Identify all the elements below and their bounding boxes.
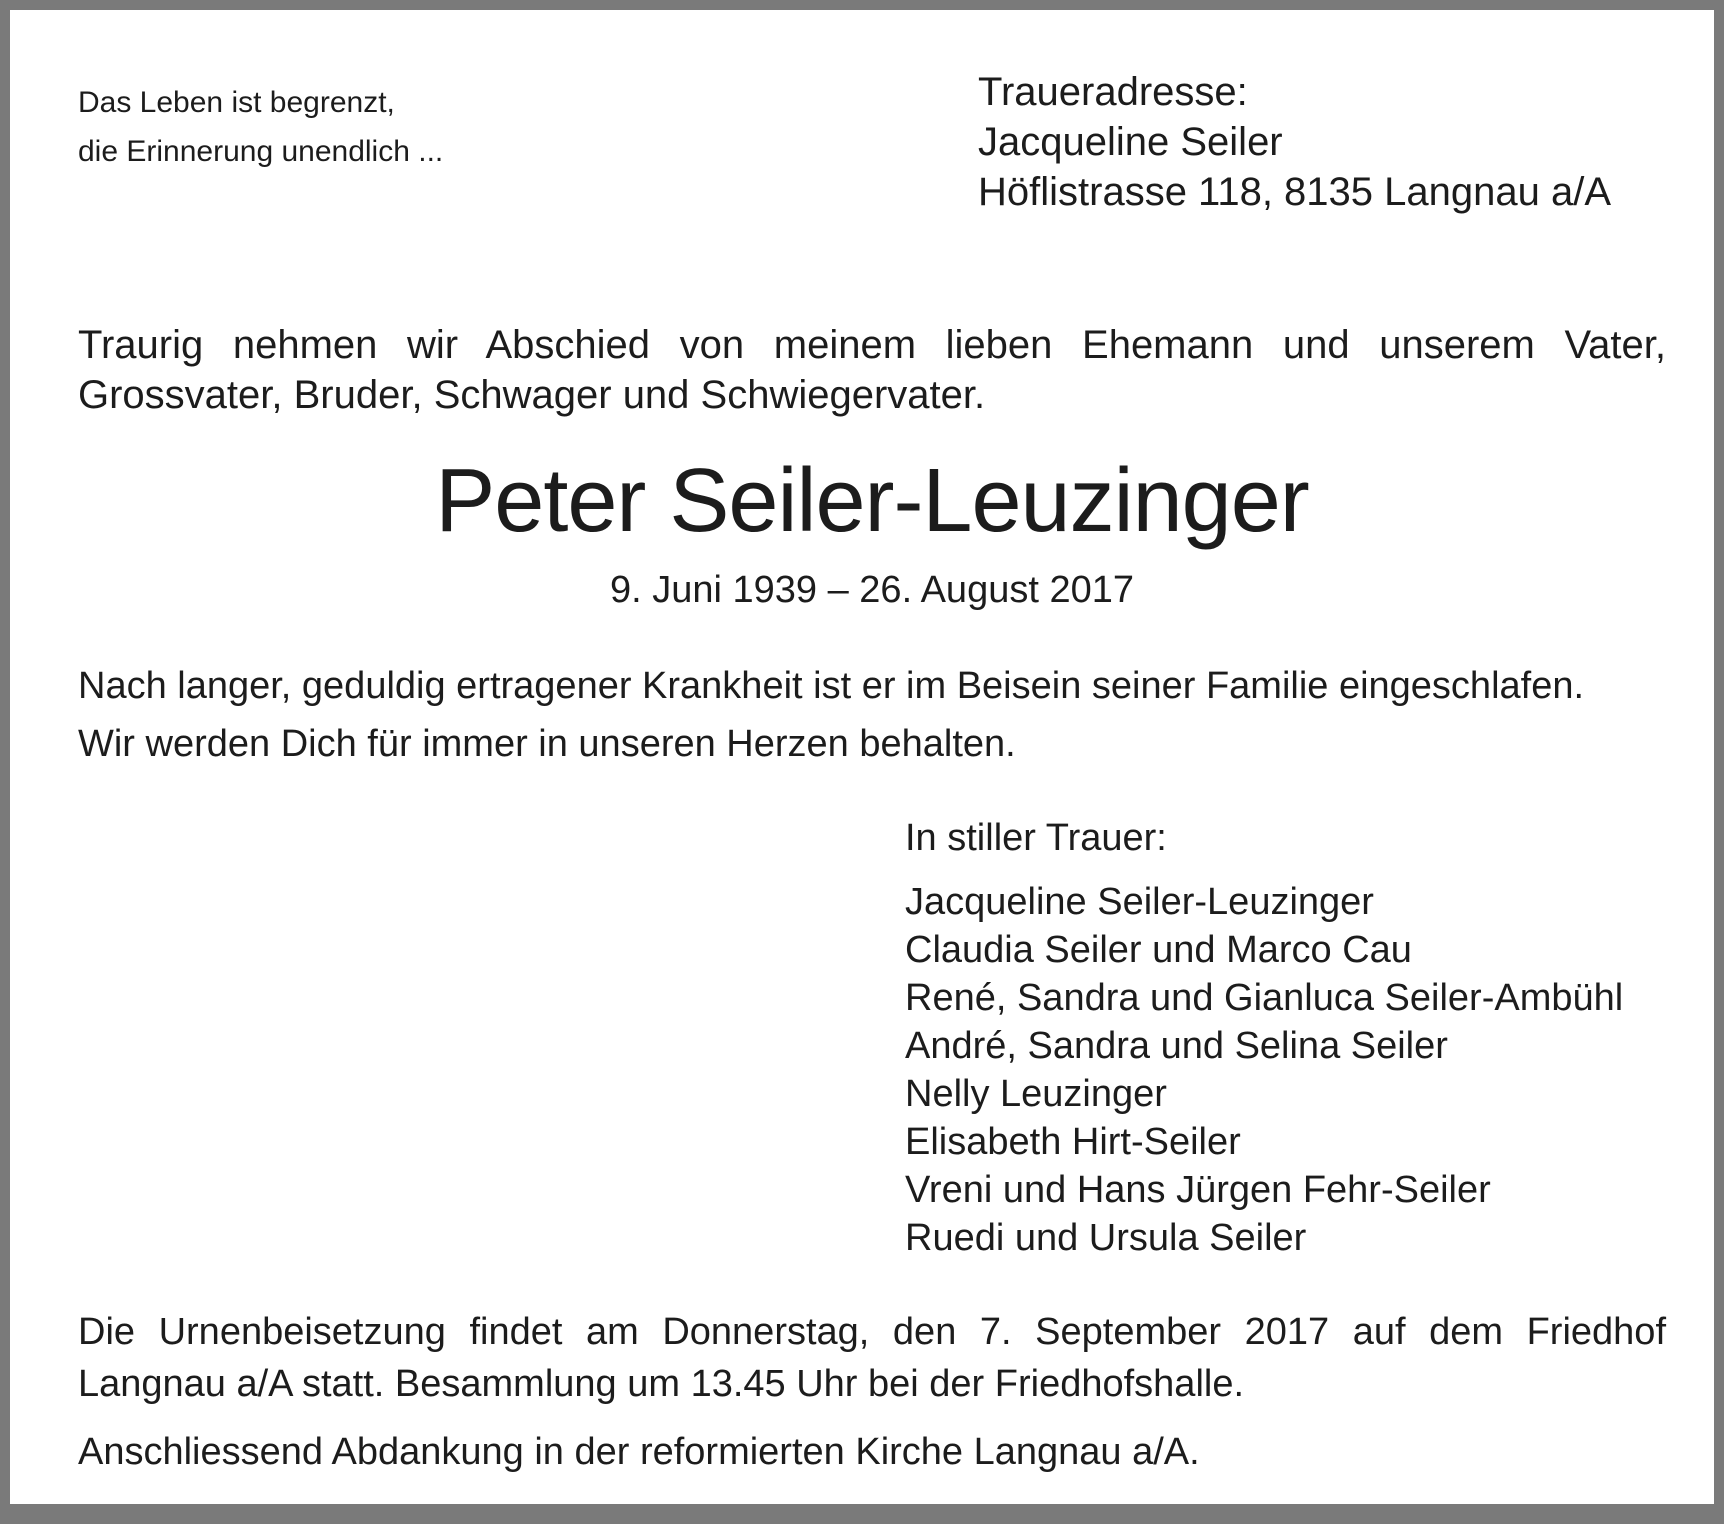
mourner-name: Vreni und Hans Jürgen Fehr-Seiler [905,1169,1491,1211]
address-street: Höflistrasse 118, 8135 Langnau a/A [978,170,1612,214]
ceremony-info: Die Urnenbeisetzung findet am Donnerstag, den 7. September 2017 auf dem Friedhof Langnau a/A statt. Besammlung um 13.45 Uhr bei der Friedhofshalle. [78,1311,1666,1405]
mourners-list [905,878,1623,1262]
life-dates: 9. Juni 1939 – 26. August 2017 [610,569,1134,611]
mourning-address [978,67,1611,217]
deceased-name: Peter Seiler-Leuzinger [435,451,1309,551]
mourner-name: Nelly Leuzinger [905,1073,1167,1115]
mourner-name: Jacqueline Seiler-Leuzinger [905,881,1374,923]
motto-line: die Erinnerung unendlich ... [78,135,444,168]
address-label: Traueradresse: [978,70,1248,114]
message-line: Wir werden Dich für immer in unseren Herzen behalten. [78,723,1016,765]
address-name: Jacqueline Seiler [978,120,1283,164]
mourners-heading: In stiller Trauer: [905,817,1167,859]
mourner-name: André, Sandra und Selina Seiler [905,1025,1448,1067]
mourner-name: René, Sandra und Gianluca Seiler-Ambühl [905,977,1624,1019]
closing-info: Anschliessend Abdankung in der reformierten Kirche Langnau a/A. [78,1431,1200,1473]
motto-line: Das Leben ist begrenzt, [78,86,395,119]
mourner-name: Claudia Seiler und Marco Cau [905,929,1412,971]
mourner-name: Elisabeth Hirt-Seiler [905,1121,1241,1163]
intro-text: Traurig nehmen wir Abschied von meinem lieben Ehemann und unserem Vater, Grossvater, Bruder, Schwager und Schwiegervater. [78,323,1666,417]
motto-quote [78,78,443,176]
mourner-name: Ruedi und Ursula Seiler [905,1217,1307,1259]
mourners-block [905,814,1623,1262]
farewell-message [78,657,1678,773]
message-line: Nach langer, geduldig ertragener Krankheit ist er im Beisein seiner Familie eingeschlafen. [78,665,1585,707]
